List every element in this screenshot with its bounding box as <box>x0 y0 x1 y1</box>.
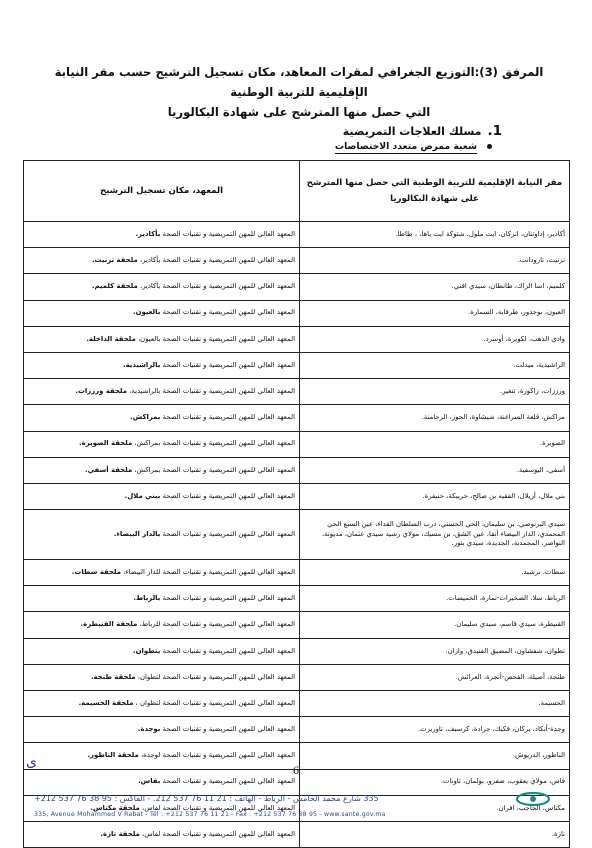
institute-location: ملحقة الناظور. <box>87 751 139 760</box>
institute-text: المعهد العالي للمهن التمريضية و تقنيات الصحة <box>160 725 295 734</box>
institute-cell <box>24 638 300 664</box>
institute-text: المعهد العالي للمهن التمريضية و تقنيات الصحة بأكادير، <box>137 282 295 291</box>
region-cell: مراكش، قلعة السراغنة، شيشاوة، الحوز، الرحامنة. <box>300 405 570 431</box>
table-header-institute: المعهد، مكان تسجيل الترشيح <box>24 161 300 222</box>
institute-location: ملحقة كلميم. <box>91 282 138 291</box>
bullet-text: شعبة ممرض متعدد الاختصاصات <box>334 141 477 152</box>
institute-text: المعهد العالي للمهن التمريضية و تقنيات الصحة للدار البيضاء، <box>121 567 295 576</box>
table-row <box>24 457 570 483</box>
bullet-dot-icon <box>487 144 492 149</box>
region-cell: وادي الذهب، لكويرة، أوسرد. <box>300 326 570 352</box>
institute-location: ملحقة القنيطرة. <box>80 620 138 629</box>
table-body <box>24 222 570 848</box>
institute-cell <box>24 379 300 405</box>
institute-location: بوجدة. <box>137 725 161 734</box>
institute-location: بالعيون. <box>133 308 161 317</box>
institute-cell <box>24 612 300 638</box>
section-title: مسلك العلاجات التمريضية <box>342 125 482 138</box>
institute-location: ملحقة الحسيمة. <box>78 698 134 707</box>
section-number: 1. <box>487 123 502 139</box>
institute-cell <box>24 664 300 690</box>
table-row <box>24 326 570 352</box>
institute-text: المعهد العالي للمهن التمريضية و تقنيات الصحة <box>160 594 295 603</box>
table-row <box>24 717 570 743</box>
table-row <box>24 379 570 405</box>
institute-text: المعهد العالي للمهن التمريضية و تقنيات الصحة <box>160 491 295 500</box>
institute-text: المعهد العالي للمهن التمريضية و تقنيات الصحة لفاس، <box>139 829 295 838</box>
institute-cell <box>24 300 300 326</box>
institute-text: المعهد العالي للمهن التمريضية و تقنيات الصحة <box>160 646 295 655</box>
region-cell: الراشيدية، ميدلت. <box>300 352 570 378</box>
institute-location: بالدار البيضاء. <box>113 529 161 538</box>
institute-cell <box>24 222 300 248</box>
institute-cell <box>24 717 300 743</box>
institute-location: ملحقة الصويرة. <box>79 439 133 448</box>
institute-text: المعهد العالي للمهن التمريضية و تقنيات الصحة بأكادير، <box>137 256 295 265</box>
institute-cell <box>24 691 300 717</box>
institute-cell <box>24 586 300 612</box>
region-cell: الناظور، الدريوش. <box>300 743 570 769</box>
title-line-1: المرفق (3):التوزيع الجغرافي لمقرات المعاهد، مكان تسجيل الترشيح حسب مقر النيابة الإقليمية للتربية الوطنية <box>54 65 544 99</box>
institute-text: المعهد العالي للمهن التمريضية و تقنيات الصحة بالعيون، <box>135 334 295 343</box>
institute-text: المعهد العالي للمهن التمريضية و تقنيات الصحة بمراكش، <box>132 465 295 474</box>
section-bullet <box>335 141 492 153</box>
institute-text: المعهد العالي للمهن التمريضية و تقنيات الصحة <box>160 413 295 422</box>
institute-cell <box>24 821 300 847</box>
institute-cell <box>24 405 300 431</box>
table-row <box>24 248 570 274</box>
region-cell: تازة. <box>300 821 570 847</box>
institute-location: ملحقة ورززات. <box>75 387 127 396</box>
institute-location: ملحقة تازة. <box>100 829 140 838</box>
institute-text: المعهد العالي للمهن التمريضية و تقنيات الصحة بمراكش، <box>132 439 295 448</box>
table-row <box>24 560 570 586</box>
table-row <box>24 300 570 326</box>
table-row <box>24 586 570 612</box>
institute-cell <box>24 510 300 560</box>
institute-text: المعهد العالي للمهن التمريضية و تقنيات الصحة لفاس، <box>139 803 295 812</box>
title-line-2: التي حصل منها المترشح على شهادة البكالوريا <box>167 105 431 119</box>
institute-location: ملحقة تزنيت. <box>91 256 138 265</box>
region-cell: ورززات، زاكورة، تنغير. <box>300 379 570 405</box>
table-row <box>24 691 570 717</box>
footer-arabic-address: 335 شارع محمد الخامس - الرباط - الهاتف : 21 11 76 537 212. - الفاكس : 95 38 76 537 212+ <box>34 794 379 803</box>
region-cell: كلميم، اسا الزاك، طانطان، سيدي افني. <box>300 274 570 300</box>
table-row <box>24 510 570 560</box>
institute-location: ملحقة الداخلة. <box>86 334 136 343</box>
institute-location: ملحقة أسفي. <box>84 465 133 474</box>
institute-cell <box>24 560 300 586</box>
institute-cell <box>24 457 300 483</box>
region-cell: أسفي، اليوسفية. <box>300 457 570 483</box>
region-cell: الرباط، سلا، الصخيرات-تمارة، الخميسات. <box>300 586 570 612</box>
table-row <box>24 638 570 664</box>
institute-text: المعهد العالي للمهن التمريضية و تقنيات الصحة <box>160 360 295 369</box>
region-cell: القنيطرة، سيدي قاسم، سيدي سليمان. <box>300 612 570 638</box>
region-cell: تزنيت، تارودانت. <box>300 248 570 274</box>
table-row <box>24 222 570 248</box>
region-cell: الحسيمة. <box>300 691 570 717</box>
table-row <box>24 405 570 431</box>
region-cell: الصويرة. <box>300 431 570 457</box>
region-cell: وجدة-أنكاد، بركان، فكيك، جرادة، كرسيف، تاوريرت. <box>300 717 570 743</box>
institute-text: المعهد العالي للمهن التمريضية و تقنيات الصحة <box>160 308 295 317</box>
region-cell: طنجة، أصيلة، الفحص-أنجرة، العرائش. <box>300 664 570 690</box>
table-row <box>24 274 570 300</box>
institute-text: المعهد العالي للمهن التمريضية و تقنيات الصحة <box>160 529 295 538</box>
ministry-logo-icon <box>513 790 553 808</box>
institutes-table <box>23 160 570 848</box>
region-cell: العيون، بوجدور، طرفاية، السمارة. <box>300 300 570 326</box>
institute-text: المعهد العالي للمهن التمريضية و تقنيات الصحة للرباط، <box>137 620 295 629</box>
region-cell: سطات، برشيد. <box>300 560 570 586</box>
institute-cell <box>24 352 300 378</box>
institute-location: ملحقة مكناس. <box>90 803 140 812</box>
document-title <box>28 62 570 122</box>
institute-location: بفاس. <box>138 777 161 786</box>
institute-location: ببني ملال. <box>124 491 161 500</box>
table-row <box>24 483 570 509</box>
institute-text: المعهد العالي للمهن التمريضية و تقنيات الصحة <box>160 777 295 786</box>
institute-text: المعهد العالي للمهن التمريضية و تقنيات الصحة لوجدة، <box>138 751 295 760</box>
region-cell: فاس، مولاي يعقوب، صفرو، بولمان، تاونات. <box>300 769 570 795</box>
institute-location: بمراكش. <box>130 413 161 422</box>
table-row <box>24 612 570 638</box>
table-header-region: مقر النيابة الإقليمية للتربية الوطنية التي حصل منها المترشح على شهادة البكالوريا <box>300 161 570 222</box>
institute-text: المعهد العالي للمهن التمريضية و تقنيات الصحة لتطوان، <box>135 672 295 681</box>
institute-text: المعهد العالي للمهن التمريضية و تقنيات الصحة لتطوان ، <box>133 698 295 707</box>
table-row <box>24 821 570 847</box>
table-row <box>24 431 570 457</box>
section-heading <box>343 124 502 139</box>
institute-cell <box>24 248 300 274</box>
institute-cell <box>24 326 300 352</box>
institute-cell <box>24 431 300 457</box>
institute-cell <box>24 483 300 509</box>
footer-french-address: 335, Avenue Mohammed V Rabat - Tél : +212 537 76 11 21 - Fax : +212 537 76 38 95 - www.sante.gov.ma <box>34 811 386 818</box>
table-row <box>24 664 570 690</box>
institute-text: المعهد العالي للمهن التمريضية و تقنيات الصحة بالراشيدية، <box>127 387 295 396</box>
table-row <box>24 352 570 378</box>
institute-location: بالرباط. <box>133 594 161 603</box>
institute-text: المعهد العالي للمهن التمريضية و تقنيات الصحة <box>160 229 295 238</box>
institute-location: ملحقة سطات. <box>71 567 121 576</box>
institute-location: بأكادير. <box>135 229 161 238</box>
region-cell: بني ملال، أزيلال، الفقيه بن صالح، خريبكة، خنيفرة. <box>300 483 570 509</box>
region-cell: تطوان، شفشاون، المضيق الفنيدق، وازان. <box>300 638 570 664</box>
region-cell: مكناس، الحاجب، افران. <box>300 795 570 821</box>
handwritten-mark: ی <box>26 754 37 770</box>
institute-location: بتطوان. <box>133 646 161 655</box>
institute-location: ملحقة طنجة. <box>90 672 136 681</box>
page-number: 6 <box>292 766 300 777</box>
institute-cell <box>24 274 300 300</box>
region-cell: أكادير، إداوتنان، انزكان، ايت ملول، شتوكة ايت باها، ، طاطا. <box>300 222 570 248</box>
region-cell: سيدي البرنوصي، بن سليمان، الحي الحسني، درب السلطان الفداء، عين السبع الحي المحمدي، الدار البيضاء أنفا، عين الشق، بن مسيك، مولاي رشيد سيدي عثمان، مديونة، النواصر، المحمدية، الجديدة، سيدي بنور. <box>300 510 570 560</box>
institute-location: بالراشيدية. <box>122 360 161 369</box>
